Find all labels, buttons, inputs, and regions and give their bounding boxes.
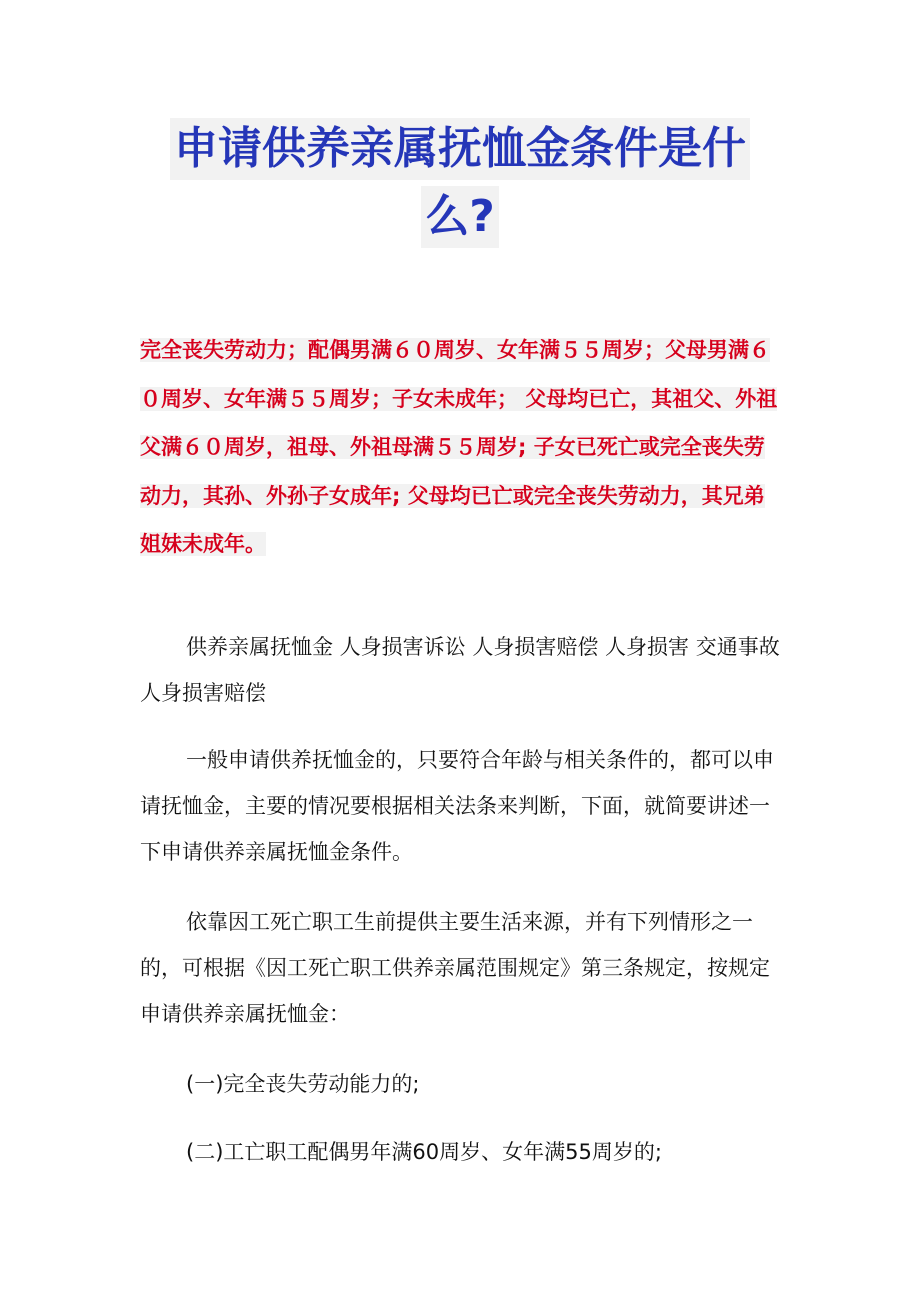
intro-paragraph: 一般申请供养抚恤金的，只要符合年龄与相关条件的，都可以申请抚恤金，主要的情况要根据相关法条来判断，下面，就简要讲述一下申请供养亲属抚恤金条件。 (140, 748, 774, 864)
summary-paragraph (140, 326, 785, 569)
regulation-paragraph: 依靠因工死亡职工生前提供主要生活来源，并有下列情形之一的，可根据《因工死亡职工供养亲属范围规定》第三条规定，按规定申请供养亲属抚恤金： (140, 910, 770, 1026)
summary-text: 完全丧失劳动力；配偶男满６０周岁、女年满５５周岁；父母男满６０周岁、女年满５５周岁；子女未成年； 父母均已亡，其祖父、外祖父满６０周岁，祖母、外祖母满５５周岁; 子女已死亡或完全丧失劳动力，其孙、外孙子女成年; 父母均已亡或完全丧失劳动力，其兄弟姐妹未成年。 (140, 338, 778, 556)
title-line-1: 申请供养亲属抚恤金条件是什 (170, 118, 750, 180)
document-title (0, 118, 920, 248)
condition-item-2: (二)工亡职工配偶男年满60周岁、女年满55周岁的; (186, 1140, 662, 1164)
tags-paragraph: 供养亲属抚恤金 人身损害诉讼 人身损害赔偿 人身损害 交通事故人身损害赔偿 (140, 635, 780, 705)
condition-item-1: (一)完全丧失劳动能力的; (186, 1072, 420, 1096)
title-line-2: 么? (421, 186, 499, 248)
